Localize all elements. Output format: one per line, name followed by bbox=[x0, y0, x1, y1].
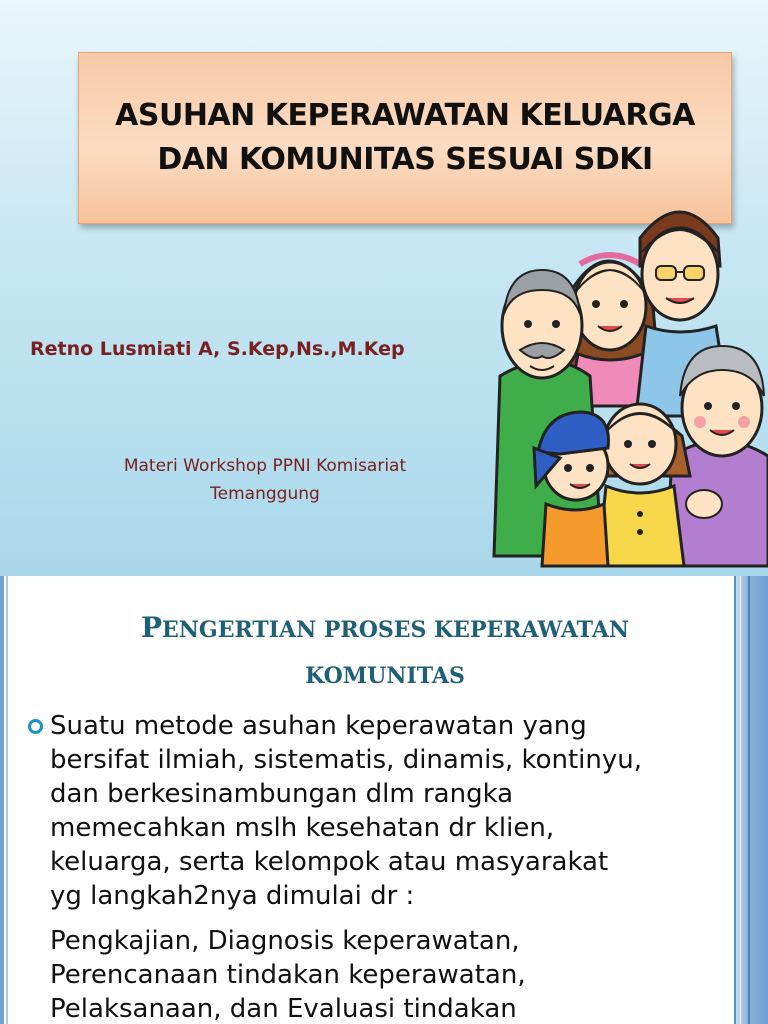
slide-left-border-inner bbox=[6, 576, 8, 1024]
steps-text-line: Pelaksanaan, dan Evaluasi tindakan bbox=[50, 994, 517, 1024]
bullet-text-line: dan berkesinambungan dlm rangka bbox=[50, 779, 514, 809]
slide-left-border bbox=[0, 576, 4, 1024]
slide-right-band-line bbox=[748, 576, 750, 1024]
slide-heading bbox=[40, 606, 730, 700]
bullet-text-line: Suatu metode asuhan keperawatan yang bbox=[50, 711, 587, 741]
bullet-text-line: memecahkan mslh kesehatan dr klien, bbox=[50, 813, 555, 843]
heading-initial: P bbox=[140, 611, 163, 644]
steps-text-line: Pengkajian, Diagnosis keperawatan, bbox=[50, 926, 520, 956]
slide-right-band-line bbox=[734, 576, 736, 1024]
title-line-2: DAN KOMUNITAS SESUAI SDKI bbox=[157, 142, 653, 177]
heading-line-1-rest: ENGERTIAN PROSES KEPERAWATAN bbox=[162, 617, 630, 643]
steps-text-line: Perencanaan tindakan keperawatan, bbox=[50, 960, 526, 990]
content-slide bbox=[0, 576, 768, 1024]
slide-right-band-line bbox=[740, 576, 741, 1024]
steps-text bbox=[50, 924, 730, 1024]
heading-line-2 bbox=[40, 654, 730, 700]
title-line-1: ASUHAN KEPERAWATAN KELUARGA bbox=[115, 98, 695, 133]
ring-bullet-icon bbox=[28, 719, 43, 734]
heading-line-1 bbox=[40, 606, 730, 654]
subtitle bbox=[60, 452, 470, 508]
bullet-text-line: keluarga, serta kelompok atau masyarakat bbox=[50, 847, 609, 877]
subtitle-line-2: Temanggung bbox=[210, 484, 320, 504]
author-name: Retno Lusmiati A, S.Kep,Ns.,M.Kep bbox=[30, 338, 405, 360]
bullet-text-line: bersifat ilmiah, sistematis, dinamis, kontinyu, bbox=[50, 745, 643, 775]
cartoon-family-icon bbox=[490, 186, 768, 576]
bullet-text bbox=[50, 709, 730, 913]
bullet-text-line: yg langkah2nya dimulai dr : bbox=[50, 881, 415, 911]
subtitle-line-1: Materi Workshop PPNI Komisariat bbox=[123, 456, 407, 476]
heading-line-2-text: KOMUNITAS bbox=[305, 663, 465, 689]
